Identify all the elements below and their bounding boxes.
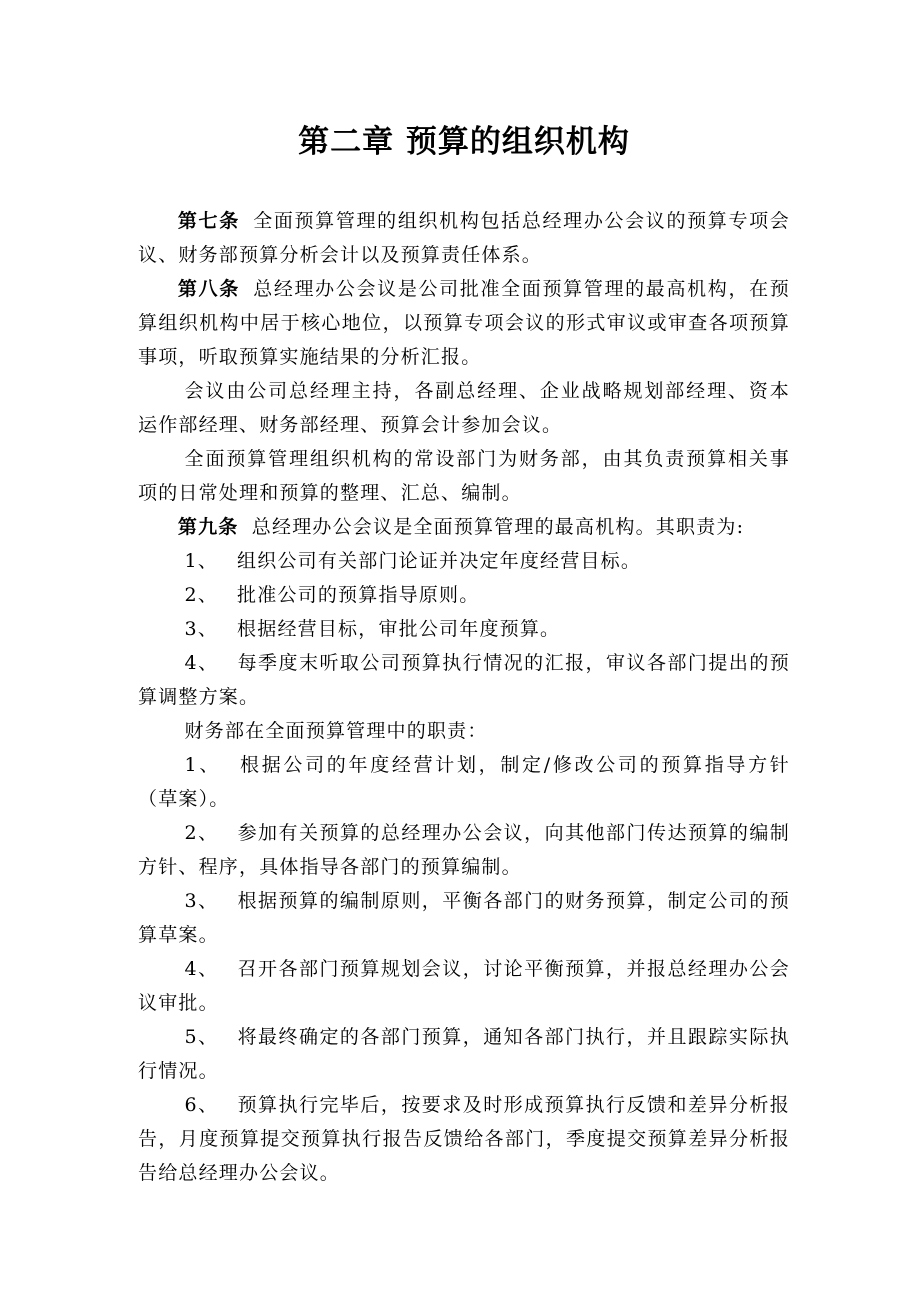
list-number: 2、	[184, 584, 219, 606]
list-text: 组织公司有关部门论证并决定年度经营目标。	[237, 550, 642, 572]
list-text: 根据经营目标，审批公司年度预算。	[237, 618, 561, 640]
list-item	[138, 748, 790, 816]
body-paragraph: 会议由公司总经理主持，各副总经理、企业战略规划部经理、资本运作部经理、财务部经理、预算会计参加会议。	[138, 380, 790, 436]
list-text: 召开各部门预算规划会议，讨论平衡预算，并报总经理办公会议审批。	[138, 958, 790, 1014]
list-text: 根据预算的编制原则，平衡各部门的财务预算，制定公司的预算草案。	[138, 890, 790, 946]
list-item	[138, 544, 790, 578]
list-number: 4、	[184, 652, 219, 674]
chapter-title: 第二章 预算的组织机构	[298, 124, 630, 160]
article-label: 第七条	[177, 210, 240, 232]
list-number: 3、	[184, 890, 219, 912]
article-paragraph	[138, 272, 790, 374]
article-text: 总经理办公会议是公司批准全面预算管理的最高机构，在预算组织机构中居于核心地位，以预算专项会议的形式审议或审查各项预算事项，听取预算实施结果的分析汇报。	[138, 278, 790, 368]
list-number: 4、	[184, 958, 219, 980]
body-paragraph: 全面预算管理组织机构的常设部门为财务部，由其负责预算相关事项的日常处理和预算的整理、汇总、编制。	[138, 448, 790, 504]
list-item	[138, 1088, 790, 1190]
list-item	[138, 816, 790, 884]
list-text: 批准公司的预算指导原则。	[237, 584, 480, 606]
body-paragraph: 财务部在全面预算管理中的职责：	[184, 720, 488, 742]
list-number: 3、	[184, 618, 219, 640]
article-paragraph	[138, 204, 790, 272]
list-text: 预算执行完毕后，按要求及时形成预算执行反馈和差异分析报告，月度预算提交预算执行报告反馈给各部门，季度提交预算差异分析报告给总经理办公会议。	[138, 1094, 790, 1184]
list-number: 5、	[184, 1026, 219, 1048]
list-number: 2、	[184, 822, 219, 844]
article-label: 第九条	[177, 516, 239, 538]
list-item	[138, 612, 790, 646]
list-text: 参加有关预算的总经理办公会议，向其他部门传达预算的编制方针、程序，具体指导各部门的预算编制。	[138, 822, 790, 878]
article-text: 全面预算管理的组织机构包括总经理办公会议的预算专项会议、财务部预算分析会计以及预算责任体系。	[138, 210, 790, 266]
article-paragraph	[138, 510, 790, 544]
list-item	[138, 646, 790, 714]
article-text: 总经理办公会议是全面预算管理的最高机构。其职责为:	[251, 516, 745, 538]
list-text: 将最终确定的各部门预算，通知各部门执行，并且跟踪实际执行情况。	[138, 1026, 790, 1082]
list-item	[138, 952, 790, 1020]
list-text: 根据公司的年度经营计划，制定/修改公司的预算指导方针（草案）。	[138, 754, 790, 810]
list-item	[138, 1020, 790, 1088]
list-number: 6、	[184, 1094, 219, 1116]
list-number: 1、	[184, 754, 222, 776]
article-label: 第八条	[177, 278, 240, 300]
document-body	[138, 204, 790, 1190]
list-text: 每季度末听取公司预算执行情况的汇报，审议各部门提出的预算调整方案。	[138, 652, 790, 708]
list-number: 1、	[184, 550, 219, 572]
list-item	[138, 578, 790, 612]
list-item	[138, 884, 790, 952]
